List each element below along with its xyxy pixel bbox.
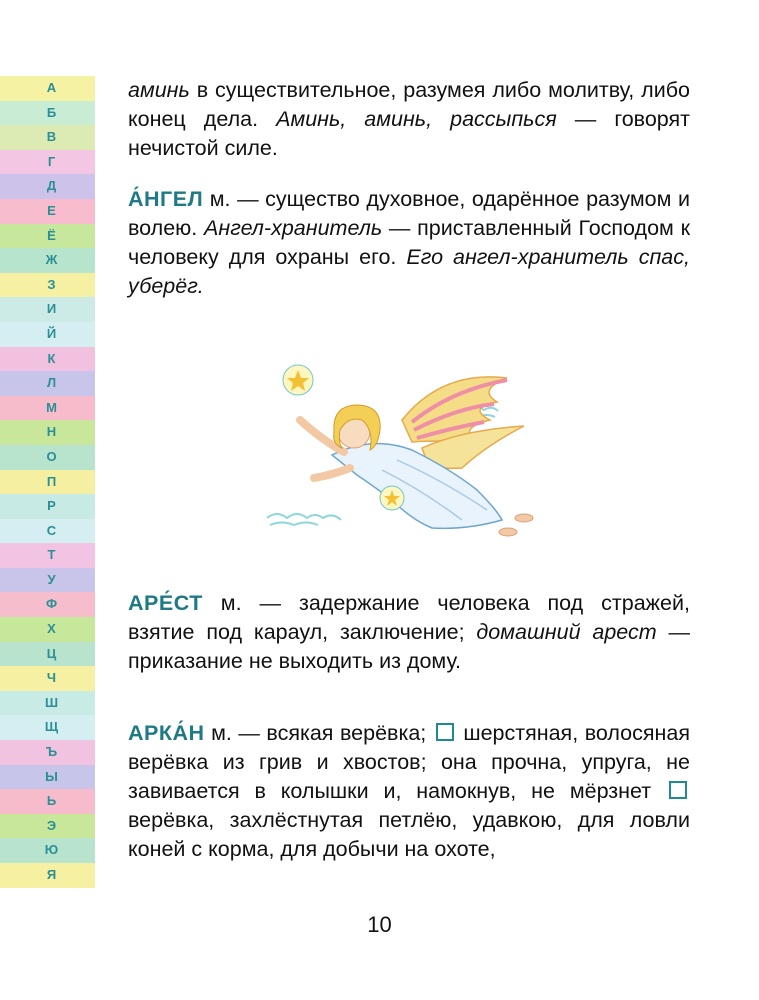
- sense-marker-icon: [669, 781, 687, 799]
- alphabet-letter: Э: [0, 814, 95, 839]
- alphabet-letter: Л: [0, 371, 95, 396]
- alphabet-letter: В: [0, 125, 95, 150]
- definition-text: м. — существо духовное, одарённое разумом и волею.: [128, 187, 690, 240]
- example-text: Аминь, аминь, рассыпься: [276, 107, 557, 131]
- alphabet-letter: Я: [0, 863, 95, 888]
- alphabet-letter: Д: [0, 174, 95, 199]
- alphabet-letter: У: [0, 568, 95, 593]
- entry-arest: [128, 589, 690, 704]
- alphabet-letter: Ч: [0, 666, 95, 691]
- alphabet-letter: А: [0, 76, 95, 101]
- alphabet-letter: П: [0, 470, 95, 495]
- alphabet-letter: Т: [0, 543, 95, 568]
- definition-text: м. — всякая верёвка;: [204, 721, 433, 745]
- alphabet-letter: Ц: [0, 642, 95, 667]
- example-text: Его ангел-хранитель спас, уберёг.: [128, 245, 690, 298]
- definition-text: м. — задержание человека под стражей, взятие под караул, заключение;: [128, 591, 690, 644]
- page-number: 10: [367, 912, 392, 937]
- alphabet-letter: М: [0, 396, 95, 421]
- example-text: домашний арест: [476, 620, 657, 644]
- entry-arkan: [128, 719, 690, 864]
- alphabet-letter: Ж: [0, 248, 95, 273]
- definition-text: в существительное, разумея либо молитву, либо конец дела.: [128, 78, 690, 131]
- alphabet-letter: Ю: [0, 838, 95, 863]
- foot-shape: [499, 528, 517, 536]
- alphabet-letter: Р: [0, 494, 95, 519]
- entry-angel: [128, 185, 690, 315]
- sense-marker-icon: [436, 723, 454, 741]
- alphabet-letter: Е: [0, 199, 95, 224]
- headword: АРКА́Н: [128, 721, 205, 745]
- alphabet-letter: Ф: [0, 592, 95, 617]
- alphabet-letter: О: [0, 445, 95, 470]
- definition-text: шерстяная, волосяная верёвка из грив и хвостов; она прочна, упруга, не завивается в колышки и, намокнув, не мёрзнет: [128, 721, 690, 803]
- definition-text: — говорят нечистой силе.: [128, 107, 690, 160]
- alphabet-letter: К: [0, 347, 95, 372]
- star-icon: [283, 365, 313, 395]
- alphabet-index: [0, 76, 95, 888]
- alphabet-letter: Й: [0, 322, 95, 347]
- example-text: Ангел-хранитель: [204, 216, 383, 240]
- headword: А́НГЕЛ: [128, 187, 204, 211]
- alphabet-letter: Б: [0, 101, 95, 126]
- headword: АРЕ́СТ: [128, 591, 203, 615]
- entry-amen-continuation: [128, 76, 690, 165]
- alphabet-letter: И: [0, 297, 95, 322]
- arm-shape: [314, 468, 350, 478]
- alphabet-letter: З: [0, 273, 95, 298]
- alphabet-letter: Г: [0, 150, 95, 175]
- alphabet-letter: Х: [0, 617, 95, 642]
- alphabet-letter: Ё: [0, 224, 95, 249]
- definition-text: — приставленный Господом к человеку для охраны его.: [128, 216, 690, 269]
- definition-text: верёвка, захлёстнутая петлёю, удавкою, для ловли коней с корма, для добычи на охоте,: [128, 808, 690, 861]
- alphabet-letter: С: [0, 519, 95, 544]
- alphabet-letter: Щ: [0, 715, 95, 740]
- star-icon: [380, 486, 404, 510]
- alphabet-letter: Ь: [0, 789, 95, 814]
- definition-text: — приказание не выходить из дому.: [128, 620, 690, 673]
- angel-illustration: [262, 350, 542, 560]
- alphabet-letter: Ш: [0, 691, 95, 716]
- alphabet-letter: Ы: [0, 765, 95, 790]
- example-text: аминь: [128, 78, 190, 102]
- foot-shape: [515, 514, 533, 522]
- alphabet-letter: Н: [0, 420, 95, 445]
- alphabet-letter: Ъ: [0, 740, 95, 765]
